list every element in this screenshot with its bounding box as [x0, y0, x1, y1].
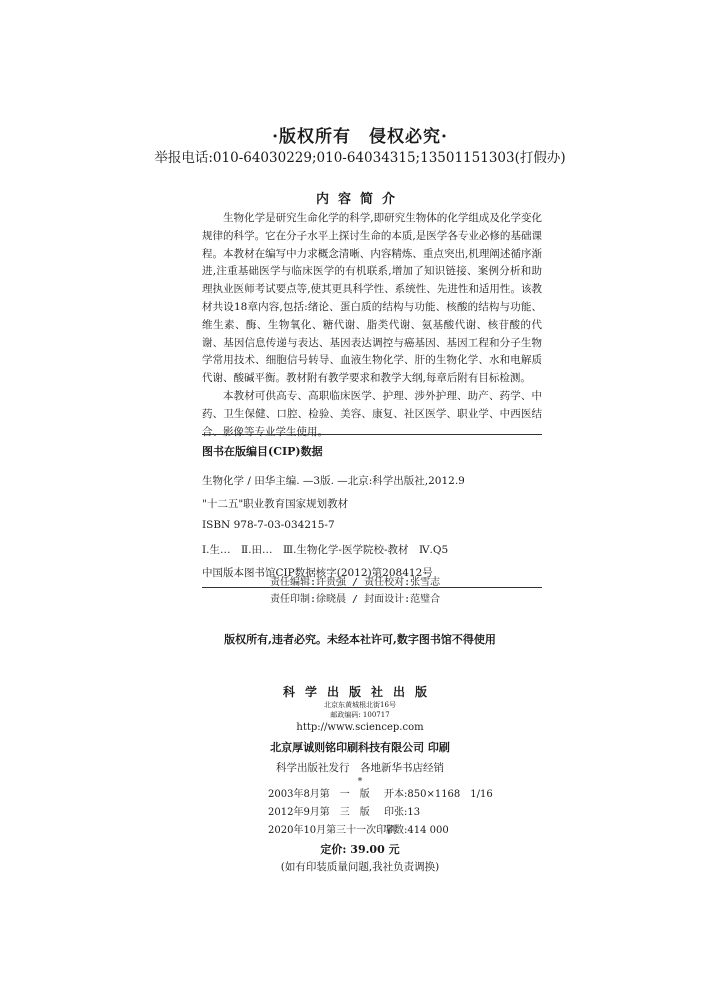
edition-row [268, 822, 508, 840]
intro-paragraph-1: 生物化学是研究生命化学的科学,即研究生物体的化学组成及化学变化规律的科学。它在分子水平上探讨生命的本质,是医学各专业必修的基础课程。本教材在编写中力求概念清晰、内容精炼、重点突出,机理阐述循序渐进,注重基础医学与临床医学的有机联系,增加了知识链接、案例分析和助理执业医师考试要点等,使其更具科学性、系统性、先进性和适用性。该教材共设18章内容,包括:绪论、蛋白质的结构与功能、核酸的结构与功能、维生素、酶、生物氧化、糖代谢、脂类代谢、氨基酸代谢、核苷酸的代谢、基因信息传递与表达、基因表达调控与癌基因、基因工程和分子生物学常用技术、细胞信号转导、血液生物化学、肝的生物化学、水和电解质代谢、酸碱平衡。教材附有教学要求和教学大纲,每章后附有目标检测。 [202, 212, 542, 385]
publisher-address: 北京东黄城根北街16号 [324, 701, 396, 709]
printing-number: 2020年10月第三十一次印刷 [268, 825, 397, 836]
publisher-url: http://www.sciencep.com [296, 722, 424, 733]
printer-name: 北京厚诚则铭印刷科技有限公司 印刷 [270, 741, 450, 754]
printed-sheets: 印张:13 [384, 807, 421, 818]
cip-line-title: 生物化学 / 田华主编. —3版. —北京:科学出版社,2012.9 [202, 475, 465, 487]
word-count: 字数:414 000 [384, 825, 449, 836]
third-edition-date: 2012年9月第 三 版 [268, 807, 370, 818]
intro-body [202, 210, 542, 441]
cip-heading: 图书在版编目(CIP)数据 [202, 445, 323, 458]
copyright-title: ·版权所有 侵权必究· [272, 127, 448, 147]
publisher-block [0, 683, 720, 787]
publisher-name: 科学出版社出版 [282, 685, 437, 699]
intro-paragraph-2: 本教材可供高专、高职临床医学、护理、涉外护理、助产、药学、中药、卫生保健、口腔、检验、美容、康复、社区医学、职业学、中西医结合、影像等专业学生使用。 [202, 389, 542, 438]
price-label: 定价: 39.00 元 [320, 843, 400, 856]
cip-line-record: 中国版本图书馆CIP数据核字(2012)第208412号 [202, 567, 433, 579]
cip-line-classification: Ⅰ.生… Ⅱ.田… Ⅲ.生物化学-医学院校-教材 Ⅳ.Q5 [202, 544, 449, 556]
cip-line-series: "十二五"职业教育国家规划教材 [202, 498, 349, 510]
distributor-line: 科学出版社发行 各地新华书店经销 [276, 762, 444, 774]
publisher-postcode: 邮政编码: 100717 [330, 711, 390, 719]
editors-line-1: 责任编辑:许贵强 / 责任校对:张雪志 [270, 577, 441, 588]
cip-data-block [202, 434, 542, 588]
cip-line-isbn: ISBN 978-7-03-034215-7 [202, 519, 335, 531]
intro-heading: 内容简介 [315, 192, 404, 207]
edition-row [268, 786, 508, 804]
report-hotline: 举报电话:010-64030229;010-64034315;13501151303(打假办) [154, 150, 566, 166]
book-format: 开本:850×1168 1/16 [384, 789, 493, 800]
price-note: (如有印装质量问题,我社负责调换) [280, 861, 440, 873]
separator-star: * [357, 777, 363, 787]
editors-line-2: 责任印制:徐晓晨 / 封面设计:范璧合 [270, 594, 441, 605]
first-edition-date: 2003年8月第 一 版 [268, 789, 370, 800]
rights-notice: 版权所有,违者必究。未经本社许可,数字图书馆不得使用 [224, 633, 496, 646]
edition-row [268, 804, 508, 822]
edition-info [268, 786, 508, 840]
editors-credits [270, 574, 570, 608]
